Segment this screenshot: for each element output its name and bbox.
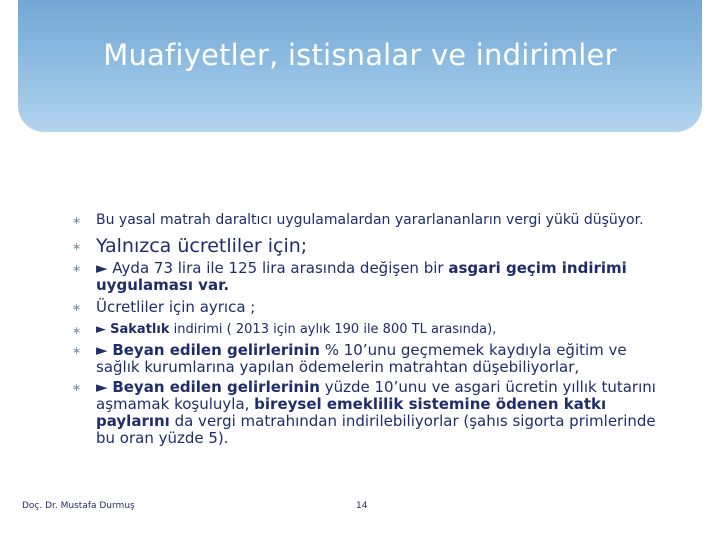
bullet-text: yüzde 10’unu ve asgari ücretin yıllık tutarını aşmamak koşuluyla,	[96, 378, 656, 413]
bullet-list	[72, 213, 657, 451]
title-banner	[18, 0, 702, 132]
bullet-text: ► Ayda 73 lira ile 125 lira arasında değişen bir	[96, 259, 449, 277]
bullet-text-bold: Beyan edilen gelirlerinin	[112, 378, 320, 396]
asterisk-bullet-icon: ∗	[72, 214, 82, 227]
page-number: 14	[356, 501, 368, 511]
bullet-text: Ücretliler için ayrıca ;	[96, 298, 256, 316]
bullet-item	[72, 379, 657, 447]
asterisk-bullet-icon: ∗	[72, 324, 82, 337]
bullet-item	[72, 260, 657, 294]
bullet-text: ►	[96, 341, 113, 359]
asterisk-bullet-icon: ∗	[72, 381, 82, 394]
bullet-text-bold: asgari geçim indirimi uygulaması var.	[96, 259, 627, 294]
bullet-text: da vergi matrahından indirilebiliyorlar (şahıs sigorta primlerinde bu oran yüzde 5).	[96, 412, 656, 447]
footer-author: Doç. Dr. Mustafa Durmuş	[22, 501, 135, 511]
bullet-item	[72, 213, 657, 228]
bullet-text: % 10’unu geçmemek kaydıyla eğitim ve sağlık kurumlarına yapılan ödemelerin matrahtan düşebiliyorlar,	[96, 341, 627, 376]
bullet-text-bold: bireysel emeklilik sistemine ödenen katkı paylarını	[96, 395, 607, 430]
asterisk-bullet-icon: ∗	[72, 240, 82, 253]
bullet-text-bold: Sakatlık	[110, 322, 170, 337]
bullet-text: ►	[96, 322, 111, 337]
asterisk-bullet-icon: ∗	[72, 262, 82, 275]
bullet-text: indirimi ( 2013 için aylık 190 ile 800 TL arasında),	[169, 322, 497, 337]
bullet-item	[72, 322, 657, 338]
slide-title: Muafiyetler, istisnalar ve indirimler	[103, 38, 617, 72]
bullet-item	[72, 342, 657, 376]
bullet-item	[72, 299, 657, 316]
bullet-item	[72, 235, 657, 257]
bullet-text: Yalnızca ücretliler için;	[96, 235, 308, 257]
asterisk-bullet-icon: ∗	[72, 344, 82, 357]
bullet-text: Bu yasal matrah daraltıcı uygulamalardan yararlananların vergi yükü düşüyor.	[96, 212, 644, 228]
bullet-text: ►	[96, 378, 113, 396]
bullet-text-bold: Beyan edilen gelirlerinin	[112, 341, 320, 359]
asterisk-bullet-icon: ∗	[72, 301, 82, 314]
